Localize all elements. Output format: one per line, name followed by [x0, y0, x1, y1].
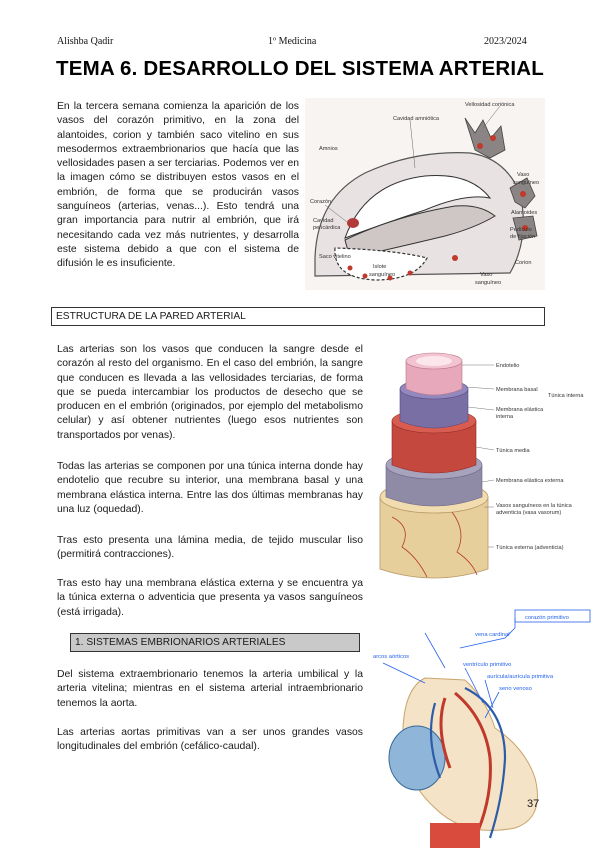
- label-tunica-media: Túnica media: [496, 448, 530, 454]
- page-title: TEMA 6. DESARROLLO DEL SISTEMA ARTERIAL: [55, 57, 545, 80]
- section-heading-structure-text: ESTRUCTURA DE LA PARED ARTERIAL: [56, 311, 246, 322]
- paragraph-lamina-media: Tras esto presenta una lámina media, de tejido muscular liso (permitirá contracciones).: [57, 535, 363, 561]
- section-heading-embryonic-systems-text: 1. SISTEMAS EMBRIONARIOS ARTERIALES: [75, 637, 286, 648]
- label-saco-vitelino: Saco vitelino: [319, 254, 351, 260]
- label-vaso-der-1: Vaso: [517, 172, 530, 178]
- label-pediculo-2: de fijación: [510, 234, 536, 240]
- paragraph-embryonic-systems: Del sistema extraembrionario tenemos la arteria umbilical y la arteria vitelina; mientras en el sistema arterial intraembrionario tenemos la aorta.: [57, 669, 363, 709]
- label-amnios: Amnios: [319, 146, 338, 152]
- page-number: 37: [527, 798, 540, 810]
- heart-shape: [347, 218, 359, 228]
- intro-paragraph: En la tercera semana comienza la aparición de los vasos del corazón primitivo, en la zona del alantoides, corion y también saco vitelino en sus mesodermos extraembrionarios que hacía que las vellosidades pasen a ser terciarias. Podemos ver en la imagen cómo se distribuyen estos vasos en el embrión, de forma que se producirán vasos sanguíneos (arterias, venas...). Esto tendrá una gran importancia para nutrir al embrión, que irá necesitando cada vez más nutrientes, y desarrolla este sistema debido a que con el sistema de difusión le es insuficiente.: [57, 101, 299, 270]
- paragraph-tunica-externa: Tras esto hay una membrana elástica externa y se encuentra ya la túnica externa o adventicia que presenta ya vasos sanguíneos (está irrigada).: [57, 578, 363, 618]
- label-corazon: Corazón: [310, 199, 332, 205]
- header-course: 1º Medicina: [268, 36, 317, 47]
- label-elastica-externa: Membrana elástica externa: [496, 478, 564, 484]
- annotation-corazon-primitivo: corazón primitivo: [525, 615, 569, 621]
- paragraph-tunica-interna: Todas las arterias se componen por una túnica interna donde hay endotelio que recubre su interior, una membrana basal y una membrana elástica interna. Entre las dos últimas membranas hay una luz (oquedad).: [57, 461, 363, 515]
- label-alantoides: Alantoides: [511, 210, 538, 216]
- label-vellosidad: Vellosidad coriónica: [465, 102, 515, 108]
- label-tunica-externa: Túnica externa (adventicia): [496, 545, 564, 551]
- artery-wall-figure: [372, 347, 590, 587]
- embryo-vessels-figure: [305, 98, 545, 290]
- header-year: 2023/2024: [484, 36, 527, 47]
- label-islote-1: Islote: [373, 264, 387, 270]
- annotation-seno-venoso: seno venoso: [499, 686, 532, 692]
- label-cavidad-pericardica-2: pericárdica: [313, 225, 341, 231]
- label-endotelio: Endotelio: [496, 363, 520, 369]
- header-author: Alishba Qadir: [57, 36, 114, 47]
- label-cavidad-pericardica-1: Cavidad: [313, 218, 334, 224]
- annotation-vena-cardinal: vena cardinal: [475, 632, 510, 638]
- label-tunica-interna: Túnica interna: [548, 393, 584, 399]
- annotation-auricula: aurícula/aurícula primitiva: [487, 674, 554, 680]
- label-islote-2: sanguíneo: [369, 272, 396, 278]
- lumen: [416, 356, 452, 366]
- annotation-arcos-aorticos: arcos aórticos: [373, 654, 410, 660]
- yolk-sac-blue: [389, 726, 445, 790]
- section-heading-embryonic-systems: [70, 633, 360, 652]
- paragraph-arteries: Las arterias son los vasos que conducen la sangre desde el corazón al resto del organismo. En el caso del embrión, la sangre que conducen es llevada a las vellosidades terciarias, de forma que se pueda intercambiar los productos de desecho que se producen en el embrión (originados, por ejemplo del metabolismo celular) y así obtener nutrientes (luego esos nutrientes son transportados por venas).: [57, 344, 363, 441]
- label-vaso-inf-2: sanguíneo: [475, 280, 502, 286]
- label-vaso-der-2: sanguíneo: [513, 180, 540, 186]
- label-vasa-vasorum-1: Vasos sanguíneos en la túnica: [496, 503, 572, 509]
- embryonic-heart-figure: [365, 608, 595, 848]
- label-elastica-interna-1: Membrana elástica: [496, 407, 544, 413]
- label-membrana-basal: Membrana basal: [496, 387, 538, 393]
- section-heading-structure: [51, 307, 545, 326]
- label-pediculo-1: Pedículo: [510, 227, 532, 233]
- annotation-ventriculo: ventrículo primitivo: [463, 662, 512, 668]
- label-vaso-inf-1: Vaso: [480, 272, 493, 278]
- label-corion: Corion: [515, 260, 532, 266]
- umbilical-region: [430, 823, 480, 848]
- label-cavidad-amniotica: Cavidad amniótica: [393, 116, 440, 122]
- label-vasa-vasorum-2: adventicia (vasa vasorum): [496, 510, 562, 516]
- paragraph-aortas: Las arterias aortas primitivas van a ser unos grandes vasos longitudinales del embrión (cefálico-caudal).: [57, 727, 363, 753]
- label-elastica-interna-2: interna: [496, 414, 514, 420]
